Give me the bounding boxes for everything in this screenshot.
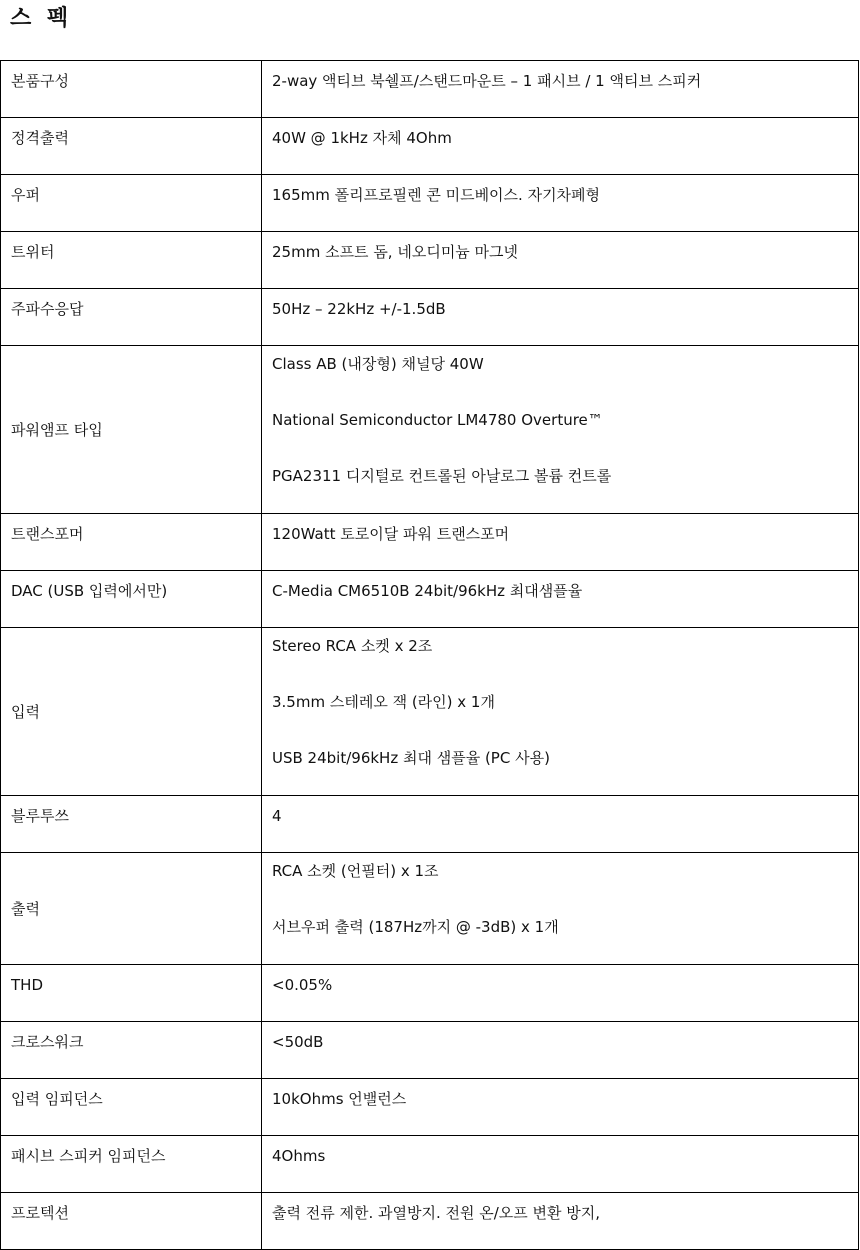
spec-label-cell xyxy=(1,289,262,346)
spec-value: <0.05% xyxy=(272,976,333,994)
spec-row-amplifier-type xyxy=(1,346,859,514)
spec-value-cell xyxy=(262,232,859,289)
spec-label-cell xyxy=(1,118,262,175)
spec-label-cell xyxy=(1,514,262,571)
spec-value: 165mm 폴리프로필렌 콘 미드베이스. 자기차폐형 xyxy=(272,186,601,204)
spec-value: 120Watt 토로이달 파워 트랜스포머 xyxy=(272,525,510,543)
spec-value-cell xyxy=(262,628,859,796)
spec-value-cell xyxy=(262,571,859,628)
spec-label: 크로스워크 xyxy=(11,1033,84,1051)
spec-label-cell xyxy=(1,1079,262,1136)
spec-value-cell xyxy=(262,1193,859,1250)
spec-row-thd xyxy=(1,965,859,1022)
spec-row-composition xyxy=(1,61,859,118)
spec-value-cell xyxy=(262,965,859,1022)
spec-label: DAC (USB 입력에서만) xyxy=(11,582,168,600)
spec-table xyxy=(0,60,859,1250)
spec-label-cell xyxy=(1,1022,262,1079)
spec-row-bluetooth xyxy=(1,796,859,853)
spec-value-cell xyxy=(262,1022,859,1079)
spec-row-woofer xyxy=(1,175,859,232)
spec-row-frequency-response xyxy=(1,289,859,346)
spec-row-input-impedance xyxy=(1,1079,859,1136)
spec-label-cell xyxy=(1,1136,262,1193)
spec-value-line: 3.5mm 스테레오 잭 (라인) x 1개 xyxy=(272,693,495,711)
spec-value-cell xyxy=(262,1079,859,1136)
spec-label: 입력 xyxy=(11,703,40,721)
spec-value: 40W @ 1kHz 자체 4Ohm xyxy=(272,129,452,147)
spec-value-cell xyxy=(262,289,859,346)
spec-label: 본품구성 xyxy=(11,72,69,90)
spec-value-line: USB 24bit/96kHz 최대 샘플율 (PC 사용) xyxy=(272,749,550,767)
spec-value-line: Stereo RCA 소켓 x 2조 xyxy=(272,637,433,655)
spec-label: THD xyxy=(11,976,43,994)
spec-value: <50dB xyxy=(272,1033,324,1051)
spec-value-line: Class AB (내장형) 채널당 40W xyxy=(272,355,484,373)
spec-row-transformer xyxy=(1,514,859,571)
spec-label-cell xyxy=(1,61,262,118)
spec-label-cell xyxy=(1,346,262,514)
spec-value: 4 xyxy=(272,807,282,825)
spec-row-passive-speaker-impedance xyxy=(1,1136,859,1193)
spec-value-cell xyxy=(262,796,859,853)
spec-label-cell xyxy=(1,853,262,965)
spec-value-cell xyxy=(262,175,859,232)
spec-label: 정격출력 xyxy=(11,129,69,147)
spec-label: 입력 임피던스 xyxy=(11,1090,103,1108)
spec-value-line: National Semiconductor LM4780 Overture™ xyxy=(272,411,603,429)
spec-label: 우퍼 xyxy=(11,186,40,204)
spec-row-protection xyxy=(1,1193,859,1250)
spec-label-cell xyxy=(1,175,262,232)
spec-row-rated-output xyxy=(1,118,859,175)
spec-label: 프로텍션 xyxy=(11,1204,69,1222)
spec-value-line: RCA 소켓 (언필터) x 1조 xyxy=(272,862,439,880)
spec-value: 25mm 소프트 돔, 네오디미늄 마그넷 xyxy=(272,243,519,261)
spec-value-cell xyxy=(262,346,859,514)
spec-value: C-Media CM6510B 24bit/96kHz 최대샘플율 xyxy=(272,582,583,600)
spec-value: 2-way 액티브 북쉘프/스탠드마운트 – 1 패시브 / 1 액티브 스피커 xyxy=(272,72,702,90)
spec-label-cell xyxy=(1,571,262,628)
spec-row-tweeter xyxy=(1,232,859,289)
spec-label-cell xyxy=(1,232,262,289)
spec-value: 출력 전류 제한. 과열방지. 전원 온/오프 변환 방지, xyxy=(272,1204,601,1222)
page-title: 스 펙 xyxy=(10,6,73,31)
spec-value: 10kOhms 언밸런스 xyxy=(272,1090,407,1108)
spec-label: 트위터 xyxy=(11,243,55,261)
spec-value-line: PGA2311 디지털로 컨트롤된 아날로그 볼륨 컨트롤 xyxy=(272,467,612,485)
spec-value-line: 서브우퍼 출력 (187Hz까지 @ -3dB) x 1개 xyxy=(272,918,559,936)
spec-row-inputs xyxy=(1,628,859,796)
spec-value-cell xyxy=(262,1136,859,1193)
spec-label-cell xyxy=(1,1193,262,1250)
spec-value: 50Hz – 22kHz +/-1.5dB xyxy=(272,300,446,318)
spec-value-cell xyxy=(262,514,859,571)
spec-value-cell xyxy=(262,853,859,965)
spec-label-cell xyxy=(1,965,262,1022)
spec-value-cell xyxy=(262,61,859,118)
spec-row-outputs xyxy=(1,853,859,965)
spec-label: 블루투쓰 xyxy=(11,807,69,825)
spec-value-cell xyxy=(262,118,859,175)
spec-row-dac xyxy=(1,571,859,628)
spec-label-cell xyxy=(1,628,262,796)
spec-label: 트랜스포머 xyxy=(11,525,84,543)
spec-row-crosstalk xyxy=(1,1022,859,1079)
spec-label-cell xyxy=(1,796,262,853)
spec-label: 파워앰프 타입 xyxy=(11,421,103,439)
spec-value: 4Ohms xyxy=(272,1147,326,1165)
spec-label: 주파수응답 xyxy=(11,300,84,318)
spec-label: 패시브 스피커 임피던스 xyxy=(11,1147,166,1165)
spec-label: 출력 xyxy=(11,900,40,918)
